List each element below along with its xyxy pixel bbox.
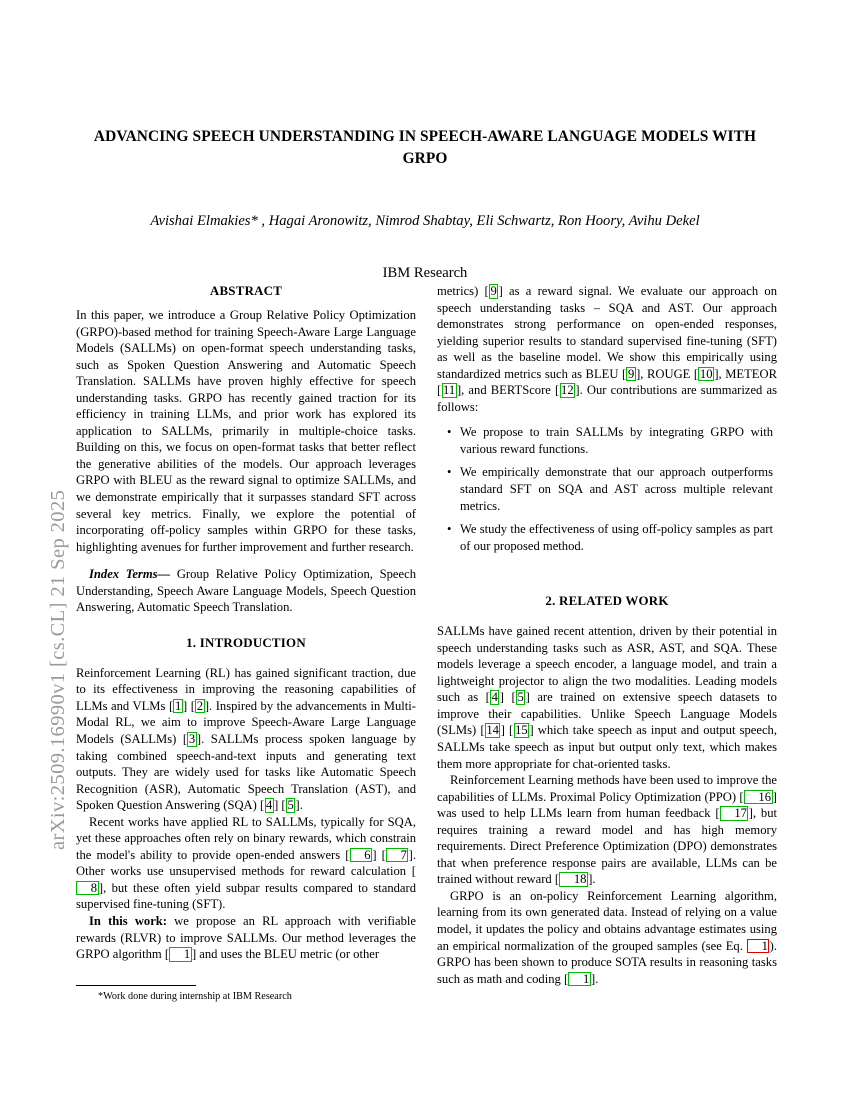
related-work-paragraph-2 <box>437 772 777 888</box>
citation-link[interactable]: 15 <box>515 723 528 738</box>
footnote-divider <box>76 985 196 986</box>
list-item-text: We propose to train SALLMs by integrating GRPO with various reward functions. <box>460 425 773 456</box>
citation-link[interactable]: 17 <box>720 806 749 821</box>
text-run: ]. <box>295 798 303 813</box>
list-item-text: We study the effectiveness of using off-policy samples as part of our proposed method. <box>460 522 773 553</box>
citation-link[interactable]: 5 <box>287 798 294 813</box>
citation-link[interactable]: 1 <box>169 947 191 962</box>
bullet-icon: • <box>447 521 452 536</box>
text-run: metrics) [ <box>437 284 489 298</box>
index-terms-body: Group Relative Policy Optimization, Speech Understanding, Speech Aware Language Models, Speech Question Answering, Automatic Speech Translation. <box>76 567 416 615</box>
author-list: Avishai Elmakies* , Hagai Aronowitz, Nimrod Shabtay, Eli Schwartz, Ron Hoory, Avihu Dekel <box>150 212 700 229</box>
introduction-paragraph-1 <box>76 665 416 814</box>
text-run: ]. <box>588 872 596 887</box>
related-work-paragraph-1 <box>437 623 777 772</box>
in-this-work-label: In this work: <box>89 913 168 928</box>
text-run: ] which take speech as input and output speech, SALLMs take speech as input but output only text, which makes them more appropriate for chat-oriented tasks. <box>437 723 777 771</box>
index-terms-label: Index Terms— <box>89 567 171 582</box>
citation-link[interactable]: 1 <box>174 698 182 713</box>
citation-link[interactable]: 14 <box>486 723 499 738</box>
affiliation: IBM Research <box>382 264 468 281</box>
citation-link[interactable]: 5 <box>517 690 524 705</box>
introduction-paragraph-3 <box>76 913 416 963</box>
related-work-paragraph-3 <box>437 888 777 987</box>
text-run: ], but requires training a reward model and has high memory requirements. Direct Preference Optimization (DPO) demonstrates that when preference response pairs are available, LLMs can be trained without reward [ <box>437 806 778 887</box>
citation-link[interactable]: 7 <box>386 848 408 863</box>
text-run: we propose an RL approach with verifiable rewards (RLVR) to improve SALLMs. Our method leverages the GRPO algorithm [ <box>76 913 416 962</box>
text-run: ], but these often yield subpar results compared to standard supervised fine-tuning (SFT). <box>76 880 416 912</box>
text-run: ]. <box>591 971 599 986</box>
index-terms <box>76 555 416 616</box>
abstract-heading: ABSTRACT <box>209 284 283 298</box>
text-run: ]. Other works use unsupervised methods for reward calculation [ <box>76 847 416 879</box>
list-item <box>437 521 777 554</box>
text-run: GRPO is an on-policy Reinforcement Learning algorithm, learning from its own generated data. Instead of relying on a value model, it updates the policy and obtains advantage estimates using an empirical normalization of the grouped samples (see Eq. <box>437 888 777 953</box>
text-run: ]. SALLMs process spoken language by taking combined speech-and-text inputs and generating text outputs. They are widely used for tasks like Automatic Speech Recognition (ASR), Automatic Speech Translation (AST), and Spoken Question Answering (SQA) [ <box>76 731 416 813</box>
citation-link[interactable]: 6 <box>350 848 372 863</box>
text-run: ). GRPO has been shown to produce SOTA results in reasoning tasks such as math and coding [ <box>437 938 777 986</box>
arxiv-stamp-text: arXiv:2509.16990v1 [cs.CL] 21 Sep 2025 <box>47 489 69 850</box>
citation-link[interactable]: 12 <box>561 383 574 398</box>
citation-link[interactable]: 11 <box>443 383 456 398</box>
citation-link[interactable]: 4 <box>491 690 498 705</box>
list-item <box>437 424 777 457</box>
text-run: Recent works have applied RL to SALLMs, typically for SQA, yet these approaches often rely on binary rewards, which constrain the model's ability to provide open-ended answers [ <box>76 814 416 862</box>
text-run: ], and BERTScore [ <box>456 383 560 398</box>
contributions-list <box>437 415 777 554</box>
citation-link[interactable]: 9 <box>627 366 635 381</box>
list-item <box>437 464 777 514</box>
paper-header <box>75 126 775 283</box>
citation-link[interactable]: 3 <box>188 731 196 746</box>
text-run: ] [ <box>499 690 516 705</box>
citation-link[interactable]: 4 <box>266 798 273 813</box>
citation-link[interactable]: 8 <box>76 881 98 896</box>
text-run: ] [ <box>500 723 514 738</box>
text-run: ] are trained on extensive speech datasets to improve their capabilities. Unlike Speech Language Models (SLMs) [ <box>437 690 777 738</box>
introduction-paragraph-2 <box>76 814 416 913</box>
citation-link[interactable]: 16 <box>744 790 773 805</box>
page-title: ADVANCING SPEECH UNDERSTANDING IN SPEECH-AWARE LANGUAGE MODELS WITH GRPO <box>93 128 757 168</box>
left-column <box>76 283 416 963</box>
text-run: ] [ <box>274 798 286 813</box>
right-column <box>437 283 777 987</box>
introduction-heading: 1. INTRODUCTION <box>186 635 306 650</box>
footnote-text: *Work done during internship at IBM Research <box>98 991 292 1002</box>
introduction-continued <box>437 283 777 415</box>
citation-link[interactable]: 1 <box>568 972 590 987</box>
text-run: ] was used to help LLMs learn from human feedback [ <box>437 789 777 821</box>
text-run: ], ROUGE [ <box>636 366 699 381</box>
text-run: ], METEOR [ <box>437 366 777 398</box>
citation-link[interactable]: 18 <box>559 872 588 887</box>
text-run: ] [ <box>183 698 195 713</box>
text-run: ]. Inspired by the advancements in Multi-Modal RL, we aim to improve Speech-Aware Large Language Models (SALLMs) [ <box>76 698 416 746</box>
citation-link[interactable]: 10 <box>699 366 713 381</box>
text-run: ] and uses the BLEU metric (or other <box>191 947 380 962</box>
text-run: SALLMs have gained recent attention, driven by their potential in speech understanding tasks such as ASR, AST, and SQA. These models leverage a speech encoder, a language model, and train a lightweight projector to align the two modalities. Leading models such as [ <box>437 624 777 705</box>
text-run: ] as a reward signal. We evaluate our approach on speech understanding tasks – SQA and AST. Our approach demonstrates strong performance on open-ended responses, yielding superior results to standard supervised fine-tuning (SFT) as well as the baseline model. We show this empirically using standardized metrics such as BLEU [ <box>437 284 777 381</box>
list-item-text: We empirically demonstrate that our approach outperforms standard SFT on SQA and AST across multiple relevant metrics. <box>460 465 773 513</box>
related-work-heading: 2. RELATED WORK <box>545 594 669 609</box>
citation-link[interactable]: 9 <box>490 284 497 298</box>
abstract-body: In this paper, we introduce a Group Relative Policy Optimization (GRPO)-based method for training Speech-Aware Large Language Models (SALLMs) on open-format speech understanding tasks, such as Spoken Question Answering and Automatic Speech Translation. SALLMs have proven highly effective for speech understanding tasks. GRPO has recently gained traction for its efficiency in training LLMs, and prior work has explored its application to SALLMs, primarily in multiple-choice tasks. Building on this, we focus on open-format tasks that better reflect the generative abilities of the models. Our approach leverages GRPO with BLEU as the reward signal to optimize SALLMs, and we demonstrate empirically that it surpasses standard SFT across several key metrics. Finally, we explore the potential of incorporating off-policy samples within GRPO for these tasks, highlighting avenues for further improvement and further research. <box>76 307 416 554</box>
text-run: Reinforcement Learning methods have been used to improve the capabilities of LLMs. Proximal Policy Optimization (PPO) [ <box>437 773 777 804</box>
citation-link[interactable]: 2 <box>196 698 204 713</box>
bullet-icon: • <box>447 424 452 439</box>
text-run: ] [ <box>372 847 386 862</box>
bullet-icon: • <box>447 464 452 479</box>
text-run: Reinforcement Learning (RL) has gained significant traction, due to its effectiveness in improving the reasoning capabilities of LLMs and VLMs [ <box>76 665 416 713</box>
equation-reference-link[interactable]: 1 <box>747 939 769 954</box>
footnote-block <box>76 985 416 1003</box>
text-run: ]. Our contributions are summarized as follows: <box>437 383 777 414</box>
